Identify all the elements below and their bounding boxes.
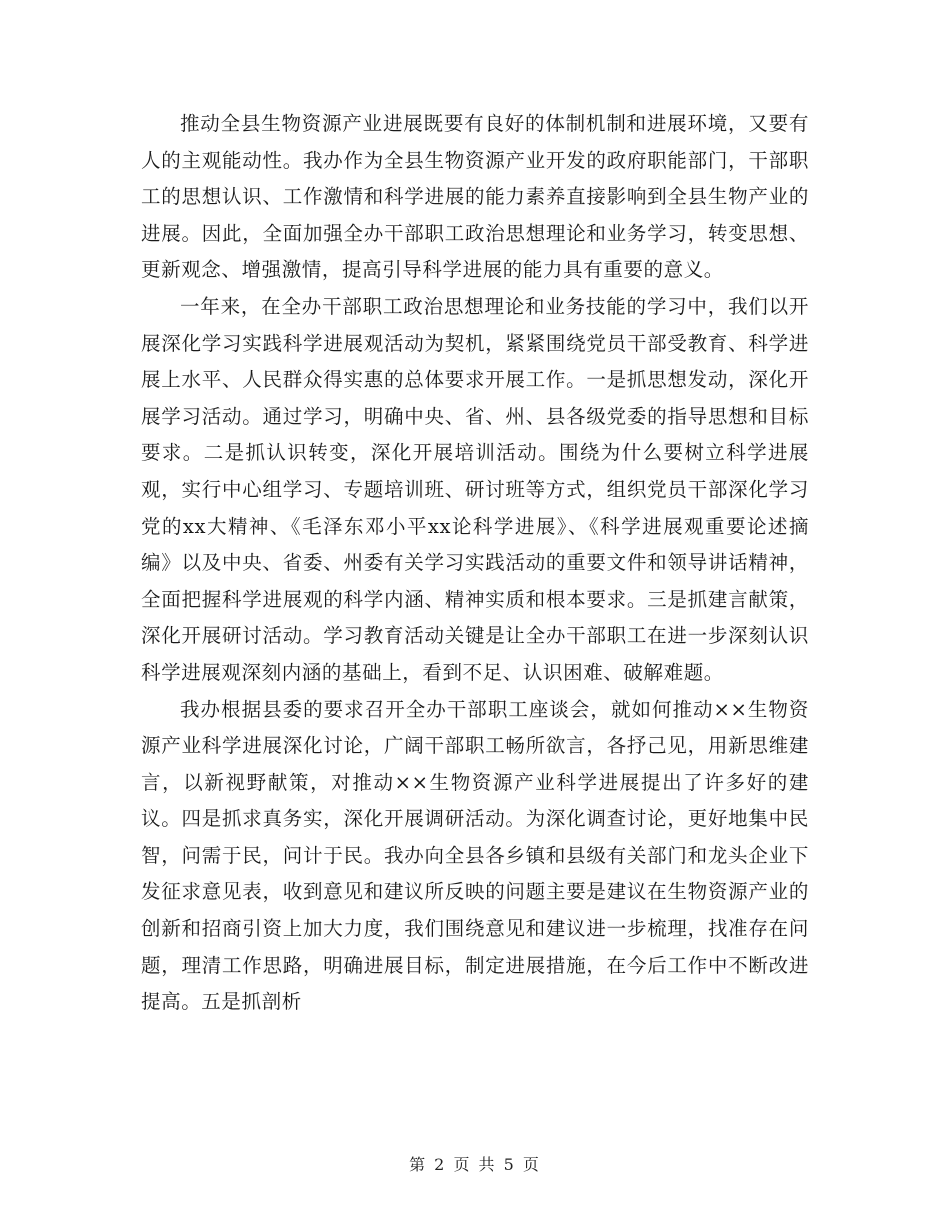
paragraph-2: 一年来，在全办干部职工政治思想理论和业务技能的学习中，我们以开展深化学习实践科学进展观活动为契机，紧紧围绕党员干部受教育、科学进展上水平、人民群众得实惠的总体要求开展工作。一是抓思想发动，深化开展学习活动。通过学习，明确中央、省、州、县各级党委的指导思想和目标要求。二是抓认识转变，深化开展培训活动。围绕为什么要树立科学进展观，实行中心组学习、专题培训班、研讨班等方式，组织党员干部深化学习党的xx大精神、《毛泽东邓小平xx论科学进展》、《科学进展观重要论述摘编》以及中央、省委、州委有关学习实践活动的重要文件和领导讲话精神，全面把握科学进展观的科学内涵、精神实质和根本要求。三是抓建言献策，深化开展研讨活动。学习教育活动关键是让全办干部职工在进一步深刻认识科学进展观深刻内涵的基础上，看到不足、认识困难、破解难题。 bbox=[141, 294, 809, 684]
page-number-footer: 第 2 页 共 5 页 bbox=[409, 1155, 541, 1174]
paragraph-3: 我办根据县委的要求召开全办干部职工座谈会，就如何推动××生物资源产业科学进展深化讨论，广阔干部职工畅所欲言，各抒己见，用新思维建言，以新视野献策，对推动××生物资源产业科学进展提出了许多好的建议。四是抓求真务实，深化开展调研活动。为深化调查讨论，更好地集中民智，问需于民，问计于民。我办向全县各乡镇和县级有关部门和龙头企业下发征求意见表，收到意见和建议所反映的问题主要是建议在生物资源产业的创新和招商引资上加大力度，我们围绕意见和建议进一步梳理，找准存在问题，理清工作思路，明确进展目标，制定进展措施，在今后工作中不断改进提高。五是抓剖析 bbox=[141, 697, 809, 1014]
document-body bbox=[141, 106, 809, 1021]
paragraph-1: 推动全县生物资源产业进展既要有良好的体制机制和进展环境，又要有人的主观能动性。我办作为全县生物资源产业开发的政府职能部门，干部职工的思想认识、工作激情和科学进展的能力素养直接影响到全县生物产业的进展。因此，全面加强全办干部职工政治思想理论和业务学习，转变思想、更新观念、增强激情，提高引导科学进展的能力具有重要的意义。 bbox=[141, 112, 809, 282]
